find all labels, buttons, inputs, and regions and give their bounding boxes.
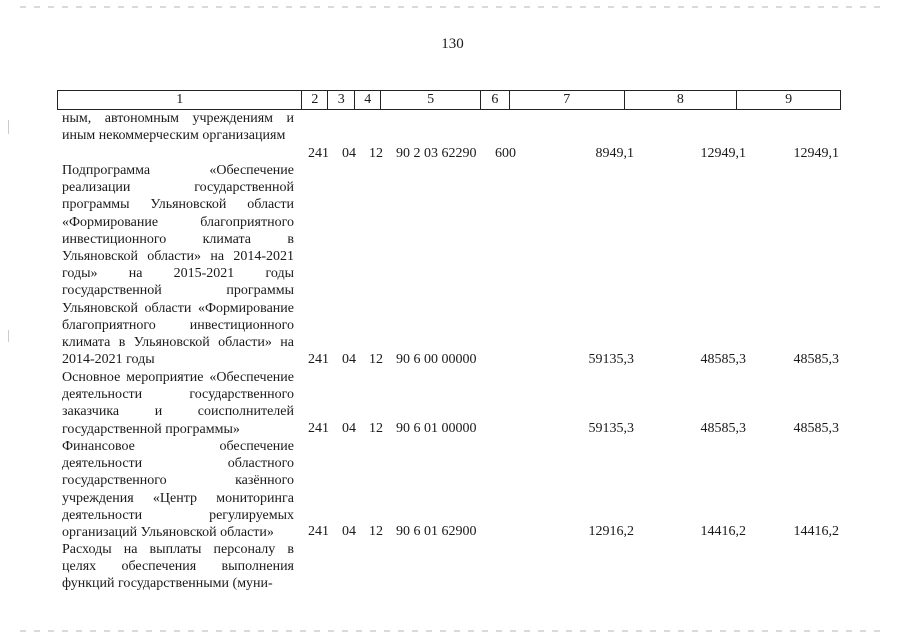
cell-c2: 241 xyxy=(308,524,329,539)
cell-c2: 241 xyxy=(308,421,329,436)
cell-c8: 48585,3 xyxy=(700,421,746,436)
cell-c4: 12 xyxy=(369,524,383,539)
row-values xyxy=(0,524,905,542)
scan-artifact-bottom xyxy=(20,630,885,632)
cell-c7: 12916,2 xyxy=(588,524,634,539)
table-header-row xyxy=(57,90,841,110)
cell-c7: 59135,3 xyxy=(588,421,634,436)
cell-c9: 48585,3 xyxy=(793,421,839,436)
header-cell: 2 xyxy=(302,91,328,109)
header-cell: 4 xyxy=(355,91,381,109)
cell-c5: 90 6 01 62900 xyxy=(396,524,477,539)
cell-c4: 12 xyxy=(369,421,383,436)
cell-c7: 8949,1 xyxy=(595,146,634,161)
cell-c4: 12 xyxy=(369,352,383,367)
scan-artifact-top xyxy=(20,6,885,8)
cell-c7: 59135,3 xyxy=(588,352,634,367)
cell-c8: 12949,1 xyxy=(700,146,746,161)
cell-c5: 90 6 01 00000 xyxy=(396,421,477,436)
cell-c2: 241 xyxy=(308,352,329,367)
row-description: Подпрограмма «Обеспечение реализации государственной программы Ульяновской области «Формирование благоприятного инвестиционного климата в Ульяновской области» на 2014-2021 годы» на 2015-2021 годы государственной программы Ульяновской области «Формирование благоприятного инвестиционного климата в Ульяновской области» на 2014-2021 годы xyxy=(62,163,294,368)
row-description: Расходы на выплаты персоналу в целях обеспечения выполнения функций государственными (муни- xyxy=(62,542,294,592)
cell-c5: 90 2 03 62290 xyxy=(396,146,477,161)
cell-c4: 12 xyxy=(369,146,383,161)
cell-c3: 04 xyxy=(342,352,356,367)
cell-c2: 241 xyxy=(308,146,329,161)
header-cell: 9 xyxy=(785,92,793,107)
header-cell: 6 xyxy=(481,91,510,109)
row-description: Основное мероприятие «Обеспечение деятельности государственного заказчика и соисполнителей государственной программы» xyxy=(62,370,294,437)
row-description: Финансовое обеспечение деятельности областного государственного казённого учреждения «Центр мониторинга деятельности регулируемых организаций Ульяновской области» xyxy=(62,439,294,541)
cell-c6: 600 xyxy=(495,146,516,161)
header-cell: 7 xyxy=(510,91,625,109)
cell-c9: 48585,3 xyxy=(793,352,839,367)
row-values xyxy=(0,421,905,439)
header-cell: 1 xyxy=(58,91,302,109)
cell-c5: 90 6 00 00000 xyxy=(396,352,477,367)
cell-c3: 04 xyxy=(342,146,356,161)
row-values xyxy=(0,352,905,370)
row-description: ным, автономным учреждениям и иным некоммерческим организациям xyxy=(62,111,294,144)
scan-artifact-margin xyxy=(8,120,9,134)
cell-c3: 04 xyxy=(342,524,356,539)
header-cell: 5 xyxy=(381,91,481,109)
cell-c9: 14416,2 xyxy=(793,524,839,539)
cell-c8: 48585,3 xyxy=(700,352,746,367)
header-cell: 3 xyxy=(328,91,355,109)
page-number: 130 xyxy=(441,36,464,52)
cell-c3: 04 xyxy=(342,421,356,436)
cell-c8: 14416,2 xyxy=(700,524,746,539)
cell-c9: 12949,1 xyxy=(793,146,839,161)
header-cell: 8 xyxy=(625,91,738,109)
scan-artifact-margin xyxy=(8,330,9,342)
